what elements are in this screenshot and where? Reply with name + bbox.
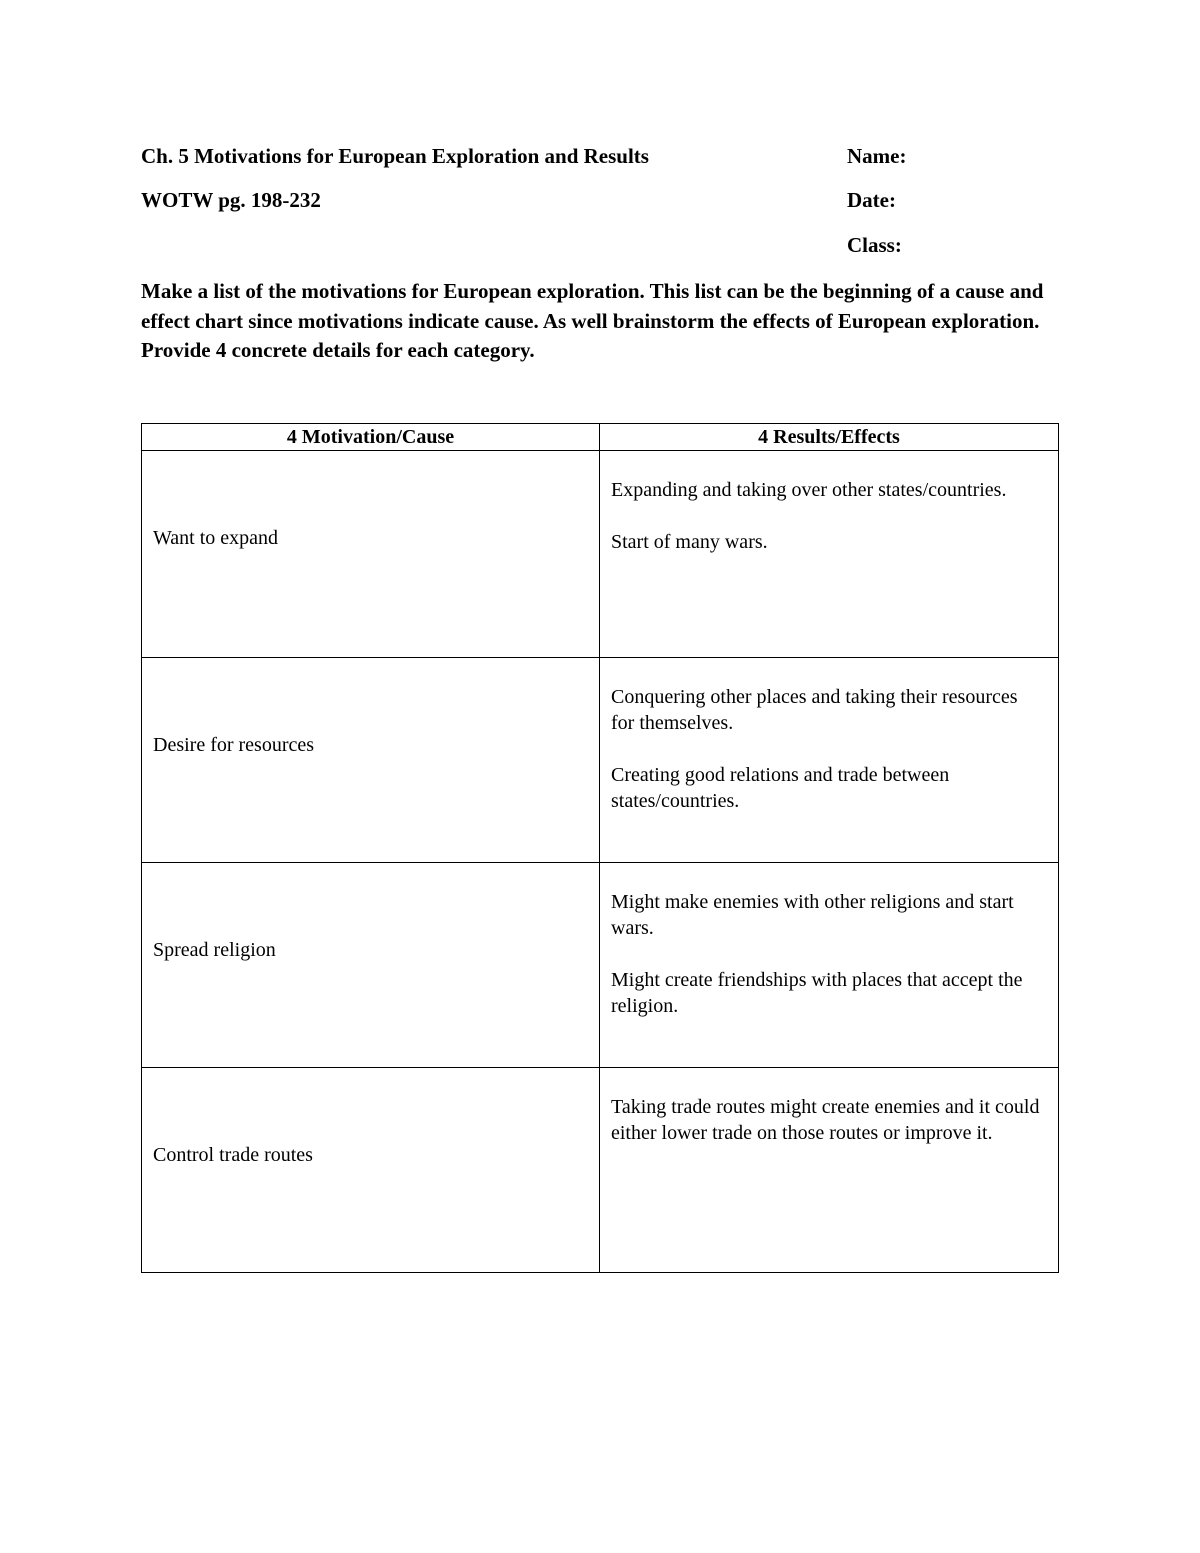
- instructions: [141, 277, 1071, 366]
- cause-text: Want to expand: [153, 527, 279, 549]
- column-header-effects: 4 Results/Effects: [600, 424, 1059, 451]
- table-header-row: [142, 424, 1059, 451]
- page-reference: WOTW pg. 198-232: [141, 188, 321, 212]
- table-row: [142, 451, 1059, 658]
- effect-text: Conquering other places and taking their resources for themselves.: [611, 686, 1018, 734]
- effects-cell: [600, 451, 1059, 658]
- effect-text: Expanding and taking over other states/countries.: [611, 479, 1007, 501]
- worksheet-title: Ch. 5 Motivations for European Exploration and Results: [141, 144, 649, 168]
- effect-text: Might create friendships with places that accept the religion.: [611, 969, 1023, 1017]
- cause-cell: [142, 1068, 600, 1273]
- effect-text: Might make enemies with other religions and start wars.: [611, 891, 1014, 939]
- name-label: Name:: [847, 144, 907, 168]
- cause-cell: [142, 863, 600, 1068]
- effects-cell: [600, 658, 1059, 863]
- table-row: [142, 658, 1059, 863]
- column-header-cause: 4 Motivation/Cause: [142, 424, 600, 451]
- effects-cell: [600, 863, 1059, 1068]
- effect-text: Start of many wars.: [611, 531, 768, 553]
- instructions-text: Make a list of the motivations for European exploration. This list can be the beginning of a cause and effect chart since motivations indicate cause. As well brainstorm the effects of European exploration. Provide 4 concrete details for each category.: [141, 279, 1044, 362]
- cause-text: Spread religion: [153, 939, 276, 961]
- table-row: [142, 863, 1059, 1068]
- cause-effect-table: [141, 423, 1059, 1273]
- cause-cell: [142, 451, 600, 658]
- cause-text: Desire for resources: [153, 734, 315, 756]
- cause-cell: [142, 658, 600, 863]
- effects-cell: [600, 1068, 1059, 1273]
- cause-text: Control trade routes: [153, 1144, 313, 1166]
- effect-text: Creating good relations and trade between states/countries.: [611, 764, 950, 812]
- date-label: Date:: [847, 188, 896, 212]
- effect-text: Taking trade routes might create enemies and it could either lower trade on those routes or improve it.: [611, 1096, 1040, 1144]
- table-row: [142, 1068, 1059, 1273]
- class-label: Class:: [847, 233, 902, 257]
